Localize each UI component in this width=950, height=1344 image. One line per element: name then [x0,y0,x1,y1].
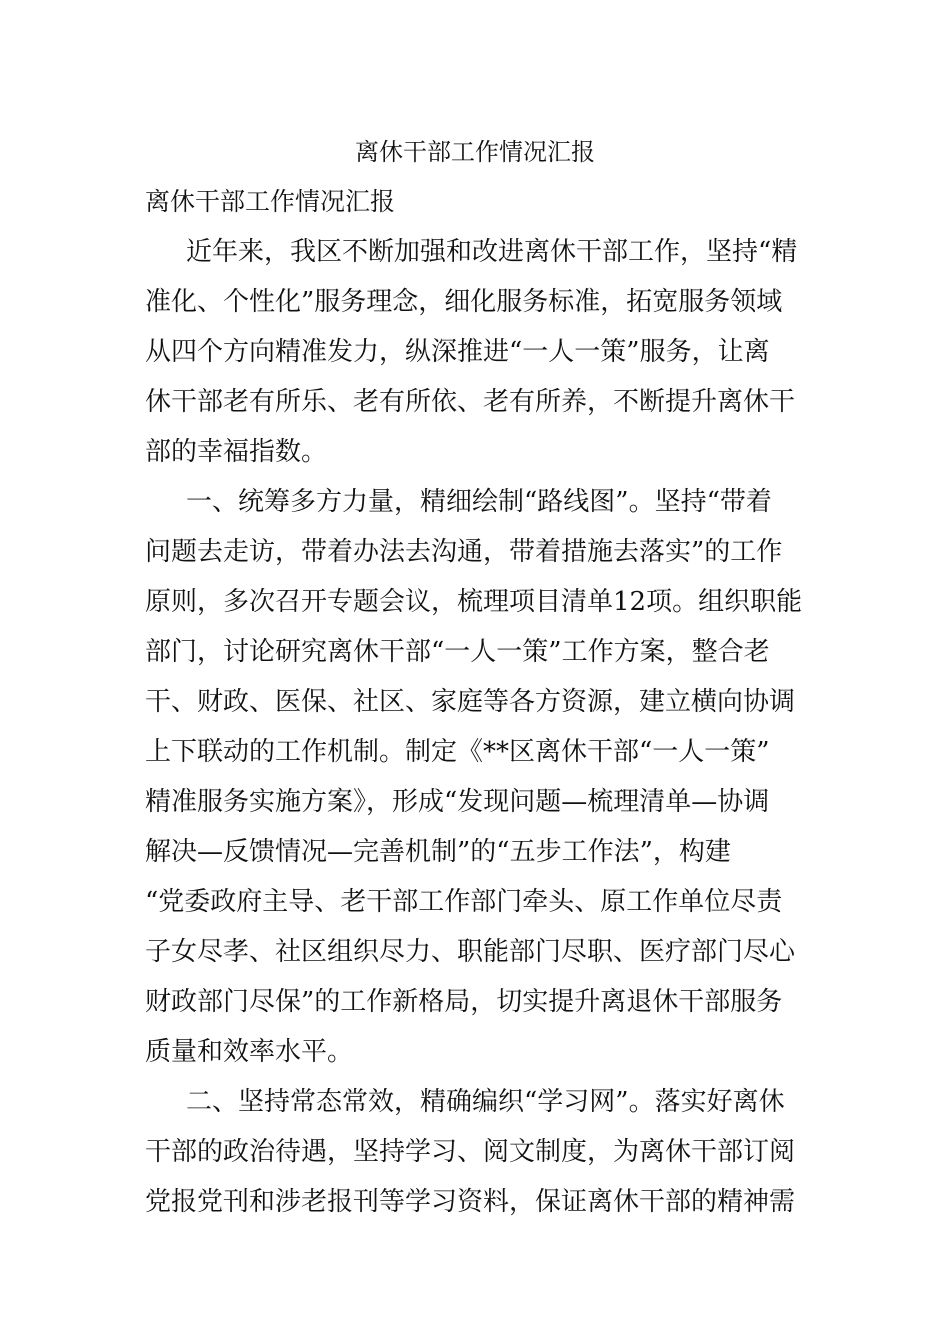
paragraph-2-line-4: 部门，讨论研究离休干部“一人一策”工作方案，整合老 [145,637,770,667]
paragraph-2-line-8: 解决—反馈情况—完善机制”的“五步工作法”，构建 [145,837,731,867]
paragraph-2-line-12: 质量和效率水平。 [145,1037,354,1067]
paragraph-2-line-3: 原则，多次召开专题会议，梳理项目清单12项。组织职能 [145,587,803,617]
paragraph-2-line-6: 上下联动的工作机制。制定《**区离休干部“一人一策” [145,737,770,767]
document-subtitle: 离休干部工作情况汇报 [145,187,396,216]
paragraph-1-line-1: 近年来，我区不断加强和改进离休干部工作，坚持“精 [186,237,798,267]
paragraph-2-line-9: “党委政府主导、老干部工作部门牵头、原工作单位尽责 [145,887,783,917]
paragraph-2-line-10: 子女尽孝、社区组织尽力、职能部门尽职、医疗部门尽心 [145,937,796,967]
paragraph-3-line-2: 干部的政治待遇，坚持学习、阅文制度，为离休干部订阅 [145,1137,796,1167]
paragraph-2-line-1: 一、统筹多方力量，精细绘制“路线图”。坚持“带着 [186,487,772,517]
paragraph-1-line-5: 部的幸福指数。 [145,437,328,467]
document-title: 离休干部工作情况汇报 [355,138,595,166]
paragraph-1-line-4: 休干部老有所乐、老有所依、老有所养，不断提升离休干 [145,387,796,417]
paragraph-3-line-1: 二、坚持常态常效，精确编织“学习网”。落实好离休 [186,1087,785,1117]
paragraph-1-line-3: 从四个方向精准发力，纵深推进“一人一策”服务，让离 [145,337,770,367]
paragraph-2-line-7: 精准服务实施方案》，形成“发现问题—梳理清单—协调 [145,787,770,817]
paragraph-2-line-5: 干、财政、医保、社区、家庭等各方资源，建立横向协调 [145,687,796,717]
paragraph-3-line-3: 党报党刊和涉老报刊等学习资料，保证离休干部的精神需 [145,1187,796,1217]
paragraph-1-line-2: 准化、个性化”服务理念，细化服务标准，拓宽服务领域 [145,287,783,317]
paragraph-2-line-2: 问题去走访，带着办法去沟通，带着措施去落实”的工作 [145,537,783,567]
paragraph-2-line-11: 财政部门尽保”的工作新格局，切实提升离退休干部服务 [145,987,783,1017]
